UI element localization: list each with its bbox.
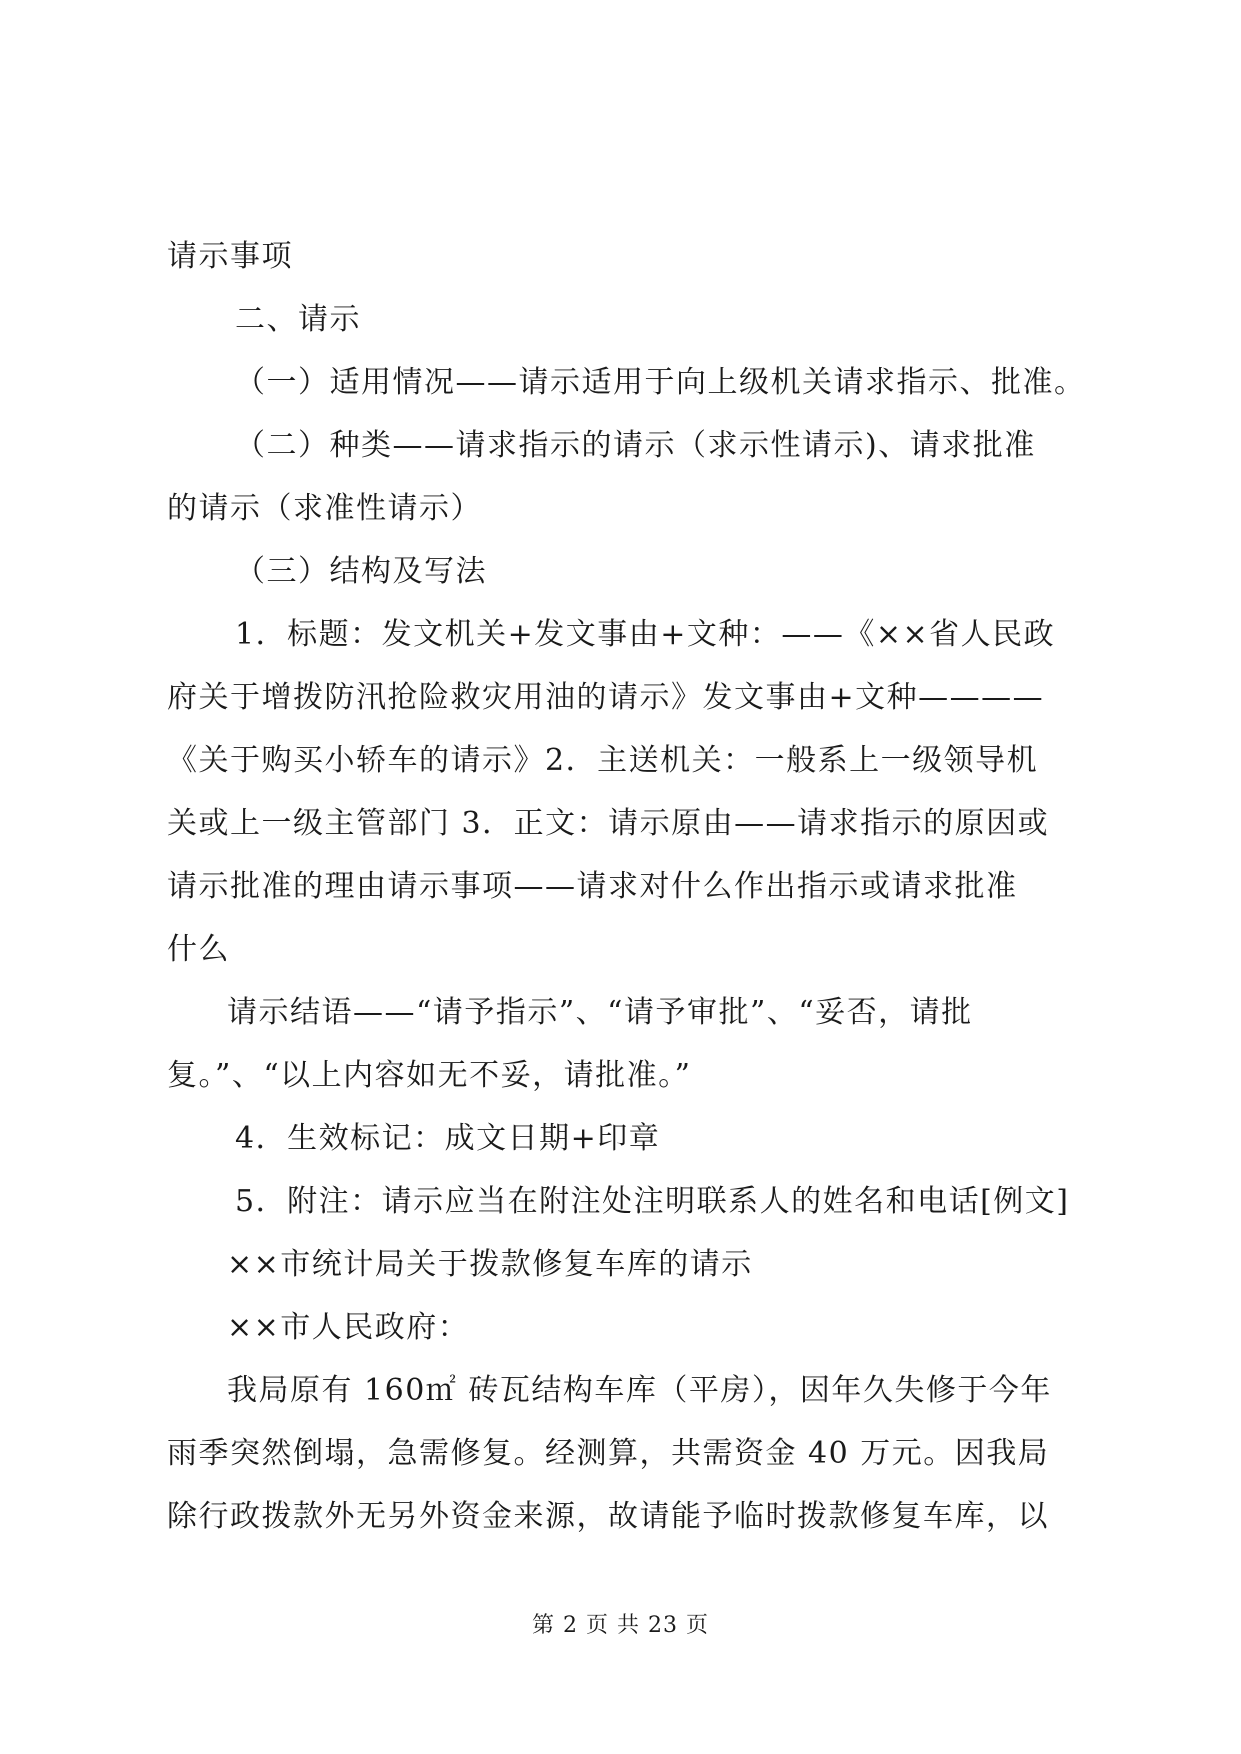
paragraph-applicability: （一）适用情况——请示适用于向上级机关请求指示、批准。 [235,365,1086,400]
example-title: ××市统计局关于拨款修复车库的请示 [227,1247,753,1282]
document-body [167,225,1086,1548]
paragraph-closing-line-2: 复。”、“以上内容如无不妥，请批准。” [167,1058,692,1093]
section-heading-request-items: 请示事项 [167,239,293,274]
subheading-structure: （三）结构及写法 [235,554,487,589]
paragraph-title-line-3: 《关于购买小轿车的请示》2．主送机关：一般系上一级领导机 [167,743,1039,778]
section-heading-request: 二、请示 [235,302,361,337]
example-body-line-2: 雨季突然倒塌，急需修复。经测算，共需资金 40 万元。因我局 [167,1436,1050,1471]
paragraph-annotation: 5．附注：请示应当在附注处注明联系人的姓名和电话[例文] [235,1184,1070,1219]
paragraph-types-line-2: 的请示（求准性请示） [167,491,482,526]
paragraph-title-line-5: 请示批准的理由请示事项——请求对什么作出指示或请求批准 [167,869,1018,904]
paragraph-title-line-4: 关或上一级主管部门 3．正文：请示原由——请求指示的原因或 [167,806,1050,841]
paragraph-types-line-1: （二）种类——请求指示的请示（求示性请示)、请求批准 [235,428,1036,463]
page-number-footer: 第 2 页 共 23 页 [532,1613,709,1638]
paragraph-title-line-2: 府关于增拨防汛抢险救灾用油的请示》发文事由+文种———— [167,680,1045,715]
paragraph-effective-mark: 4．生效标记：成文日期+印章 [235,1121,661,1156]
example-body-line-1: 我局原有 160㎡ 砖瓦结构车库（平房），因年久失修于今年 [227,1373,1052,1408]
example-addressee: ××市人民政府： [227,1310,470,1345]
paragraph-title-line-6: 什么 [167,932,230,967]
paragraph-closing-line-1: 请示结语——“请予指示”、“请予审批”、“妥否，请批 [227,995,973,1030]
paragraph-title-line-1: 1．标题：发文机关+发文事由+文种：——《××省人民政 [235,617,1056,652]
example-body-line-3: 除行政拨款外无另外资金来源，故请能予临时拨款修复车库，以 [167,1499,1049,1534]
